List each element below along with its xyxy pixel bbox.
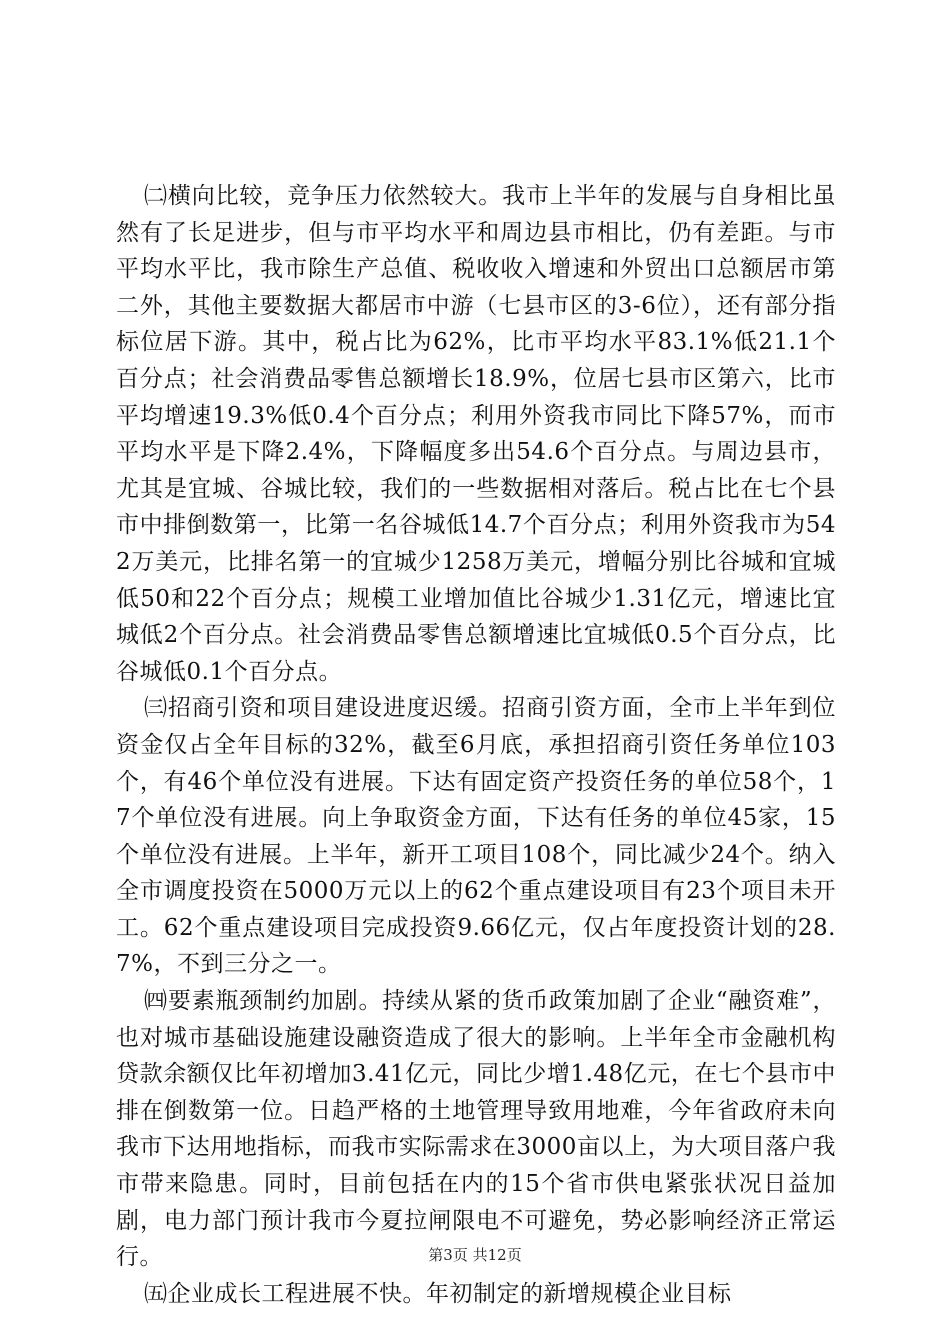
page-number-footer: 第3页 共12页 (428, 1246, 522, 1264)
paragraph-horizontal-comparison: ㈡横向比较，竞争压力依然较大。我市上半年的发展与自身相比虽然有了长足进步，但与市平均水平和周边县市相比，仍有差距。与市平均水平比，我市除生产总值、税收收入增速和外贸出口总额居市第二外，其他主要数据大都居市中游（七县市区的3-6位），还有部分指标位居下游。其中，税占比为62%，比市平均水平83.1%低21.1个百分点；社会消费品零售总额增长18.9%，位居七县市区第六，比市平均增速19.3%低0.4个百分点；利用外资我市同比下降57%，而市平均水平是下降2.4%，下降幅度多出54.6个百分点。与周边县市，尤其是宜城、谷城比较，我们的一些数据相对落后。税占比在七个县市中排倒数第一，比第一名谷城低14.7个百分点；利用外资我市为542万美元，比排名第一的宜城少1258万美元，增幅分别比谷城和宜城低50和22个百分点；规模工业增加值比谷城少1.31亿元，增速比宜城低2个百分点。社会消费品零售总额增速比宜城低0.5个百分点，比谷城低0.1个百分点。 (116, 183, 836, 685)
paragraph-resource-bottleneck: ㈣要素瓶颈制约加剧。持续从紧的货币政策加剧了企业“融资难”，也对城市基础设施建设融资造成了很大的影响。上半年全市金融机构贷款余额仅比年初增加3.41亿元，同比少增1.48亿元，在七个县市中排在倒数第一位。日趋严格的土地管理导致用地难，今年省政府未向我市下达用地指标，而我市实际需求在3000亩以上，为大项目落户我市带来隐患。同时，目前包括在内的15个省市供电紧张状况日益加剧，电力部门预计我市今夏拉闸限电不可避免，势必影响经济正常运行。 (116, 988, 836, 1271)
paragraph-enterprise-growth: ㈤企业成长工程进展不快。年初制定的新增规模企业目标 (144, 1280, 732, 1307)
document-body (116, 178, 836, 1312)
paragraph-investment-projects: ㈢招商引资和项目建设进度迟缓。招商引资方面，全市上半年到位资金仅占全年目标的32%，截至6月底，承担招商引资任务单位103个，有46个单位没有进展。下达有固定资产投资任务的单位58个，17个单位没有进展。向上争取资金方面，下达有任务的单位45家，15个单位没有进展。上半年，新开工项目108个，同比减少24个。纳入全市调度投资在5000万元以上的62个重点建设项目有23个项目未开工。62个重点建设项目完成投资9.66亿元，仅占年度投资计划的28.7%，不到三分之一。 (116, 695, 836, 978)
